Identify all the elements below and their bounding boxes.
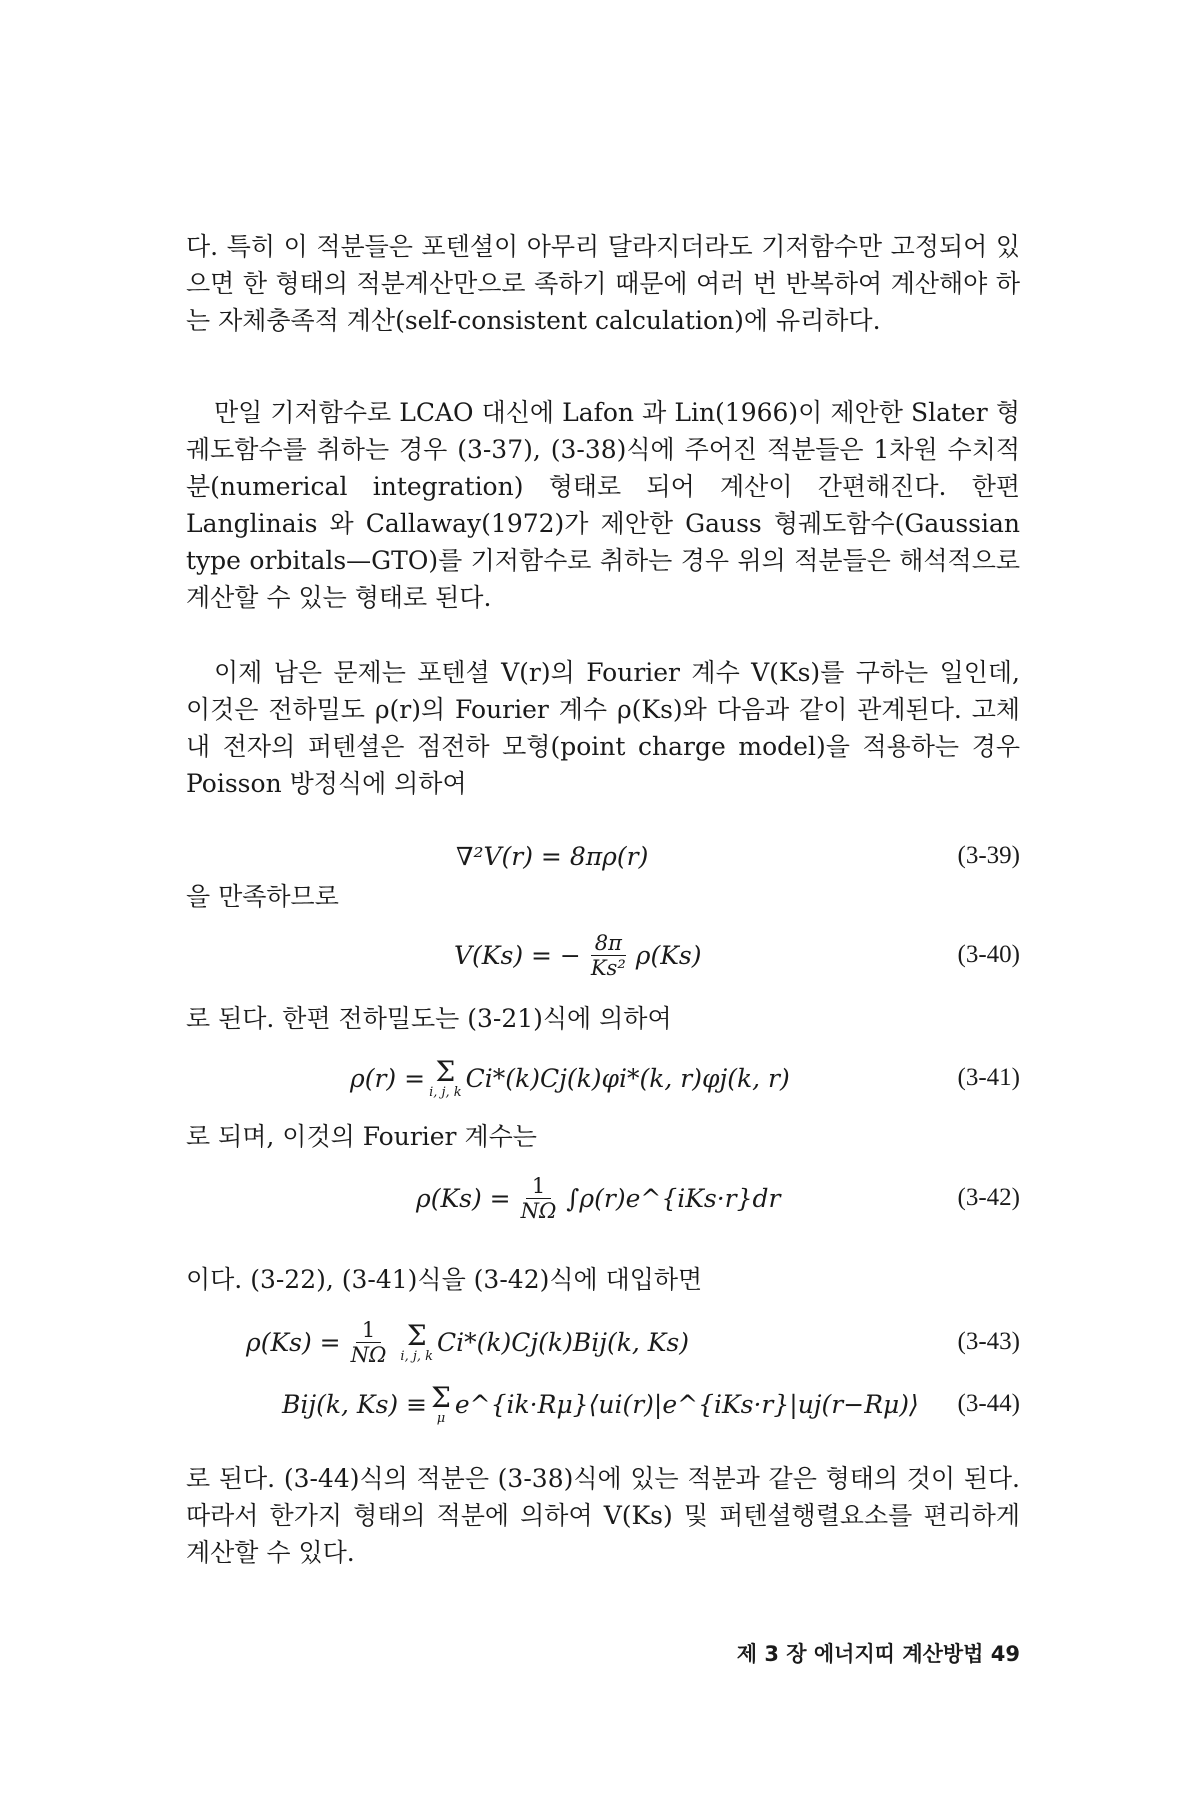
equation-3-42 xyxy=(186,1168,1020,1228)
equation-3-43 xyxy=(186,1312,1020,1372)
equation-lhs: ρ(Ks) = xyxy=(416,1183,511,1213)
equation-number: (3-40) xyxy=(957,941,1020,968)
fraction-numerator: 1 xyxy=(356,1318,381,1343)
paragraph-3-text: 이제 남은 문제는 포텐셜 V(r)의 Fourier 계수 V(Ks)를 구하는 일인데, 이것은 전하밀도 ρ(r)의 Fourier 계수 ρ(Ks)와 다음과 같이 관계된다. 고체내 전자의 퍼텐셜은 점전하 모형(point charge model)을 적용하는 경우 Poisson 방정식에 의하여 xyxy=(186,658,1020,798)
equation-rhs: Ci*(k)Cj(k)Bij(k, Ks) xyxy=(437,1327,690,1357)
equation-rhs: e^{ik·Rμ}⟨ui(r)|e^{iKs·r}|uj(r−Rμ)⟩ xyxy=(454,1389,919,1419)
equation-number: (3-42) xyxy=(957,1184,1020,1211)
equation-number: (3-43) xyxy=(957,1328,1020,1355)
fraction-numerator: 1 xyxy=(526,1174,551,1199)
fraction-denominator: Ks² xyxy=(590,955,626,980)
paragraph-1-text: 다. 특히 이 적분들은 포텐셜이 아무리 달라지더라도 기저함수만 고정되어 있으면 한 형태의 적분계산만으로 족하기 때문에 여러 번 반복하여 계산해야 하는 자체충족적 계산(self-consistent calculation)에 유리하다. xyxy=(186,232,1020,335)
equation-3-44 xyxy=(186,1374,1020,1434)
equation-number: (3-41) xyxy=(957,1064,1020,1091)
summation-index: i, j, k xyxy=(429,1084,462,1100)
fraction-denominator: NΩ xyxy=(520,1198,557,1223)
fraction-denominator: NΩ xyxy=(350,1342,387,1367)
fraction xyxy=(587,931,630,980)
page-footer: 제 3 장 에너지띠 계산방법 49 xyxy=(736,1642,1020,1666)
sigma-icon: Σ xyxy=(431,1380,451,1414)
fraction-numerator: 8π xyxy=(591,931,626,956)
paragraph-1 xyxy=(186,228,1020,339)
equation-3-40 xyxy=(186,925,1020,985)
equation-lhs: Bij(k, Ks) ≡ xyxy=(282,1389,428,1419)
summation xyxy=(431,1380,451,1426)
equation-3-41 xyxy=(186,1048,1020,1108)
equation-rhs: ∫ρ(r)e^{iKs·r}dr xyxy=(566,1183,781,1213)
summation xyxy=(429,1054,462,1100)
equation-number: (3-39) xyxy=(957,842,1020,869)
summation-index: i, j, k xyxy=(400,1348,434,1364)
fraction xyxy=(515,1174,563,1223)
text-line-after-3-42: 이다. (3-22), (3-41)식을 (3-42)식에 대입하면 xyxy=(186,1265,703,1294)
equation-3-43-body xyxy=(246,1312,689,1372)
fraction xyxy=(345,1318,393,1367)
text-line-after-3-40: 로 된다. 한편 전하밀도는 (3-21)식에 의하여 xyxy=(186,1004,672,1033)
equation-3-39-body: ∇²V(r) = 8πρ(r) xyxy=(456,841,649,871)
sigma-icon: Σ xyxy=(435,1054,456,1088)
equation-rhs: ρ(Ks) xyxy=(635,940,702,970)
summation-index: μ xyxy=(436,1410,446,1426)
paragraph-2 xyxy=(186,394,1020,616)
equation-lhs: V(Ks) = − xyxy=(454,940,581,970)
text-line-after-3-39: 을 만족하므로 xyxy=(186,882,339,911)
equation-lhs: ρ(r) = xyxy=(350,1063,426,1093)
paragraph-final xyxy=(186,1460,1020,1571)
text-line-after-3-41: 로 되며, 이것의 Fourier 계수는 xyxy=(186,1122,537,1151)
paragraph-final-text: 로 된다. (3-44)식의 적분은 (3-38)식에 있는 적분과 같은 형태의 것이 된다. 따라서 한가지 형태의 적분에 의하여 V(Ks) 및 퍼텐셜행렬요소를 편리하게 계산할 수 있다. xyxy=(186,1464,1020,1567)
paragraph-2-text: 만일 기저함수로 LCAO 대신에 Lafon 과 Lin(1966)이 제안한 Slater 형 궤도함수를 취하는 경우 (3-37), (3-38)식에 주어진 적분들은 1차원 수치적분(numerical integration) 형태로 되어 계산이 간편해진다. 한편 Langlinais 와 Callaway(1972)가 제안한 Gauss 형궤도함수(Gaussian type orbitals—GTO)를 기저함수로 취하는 경우 위의 적분들은 해석적으로 계산할 수 있는 형태로 된다. xyxy=(186,398,1020,612)
paragraph-3 xyxy=(186,654,1020,802)
sigma-icon: Σ xyxy=(406,1318,427,1352)
equation-3-39 xyxy=(186,826,1020,886)
equation-number: (3-44) xyxy=(957,1390,1020,1417)
equation-3-44-body xyxy=(282,1374,919,1434)
equation-lhs: ρ(Ks) = xyxy=(246,1327,341,1357)
equation-rhs: Ci*(k)Cj(k)φi*(k, r)φj(k, r) xyxy=(465,1063,790,1093)
equation-3-42-body xyxy=(416,1168,781,1228)
summation xyxy=(400,1318,434,1364)
equation-3-40-body xyxy=(454,925,701,985)
equation-3-41-body xyxy=(350,1048,790,1108)
